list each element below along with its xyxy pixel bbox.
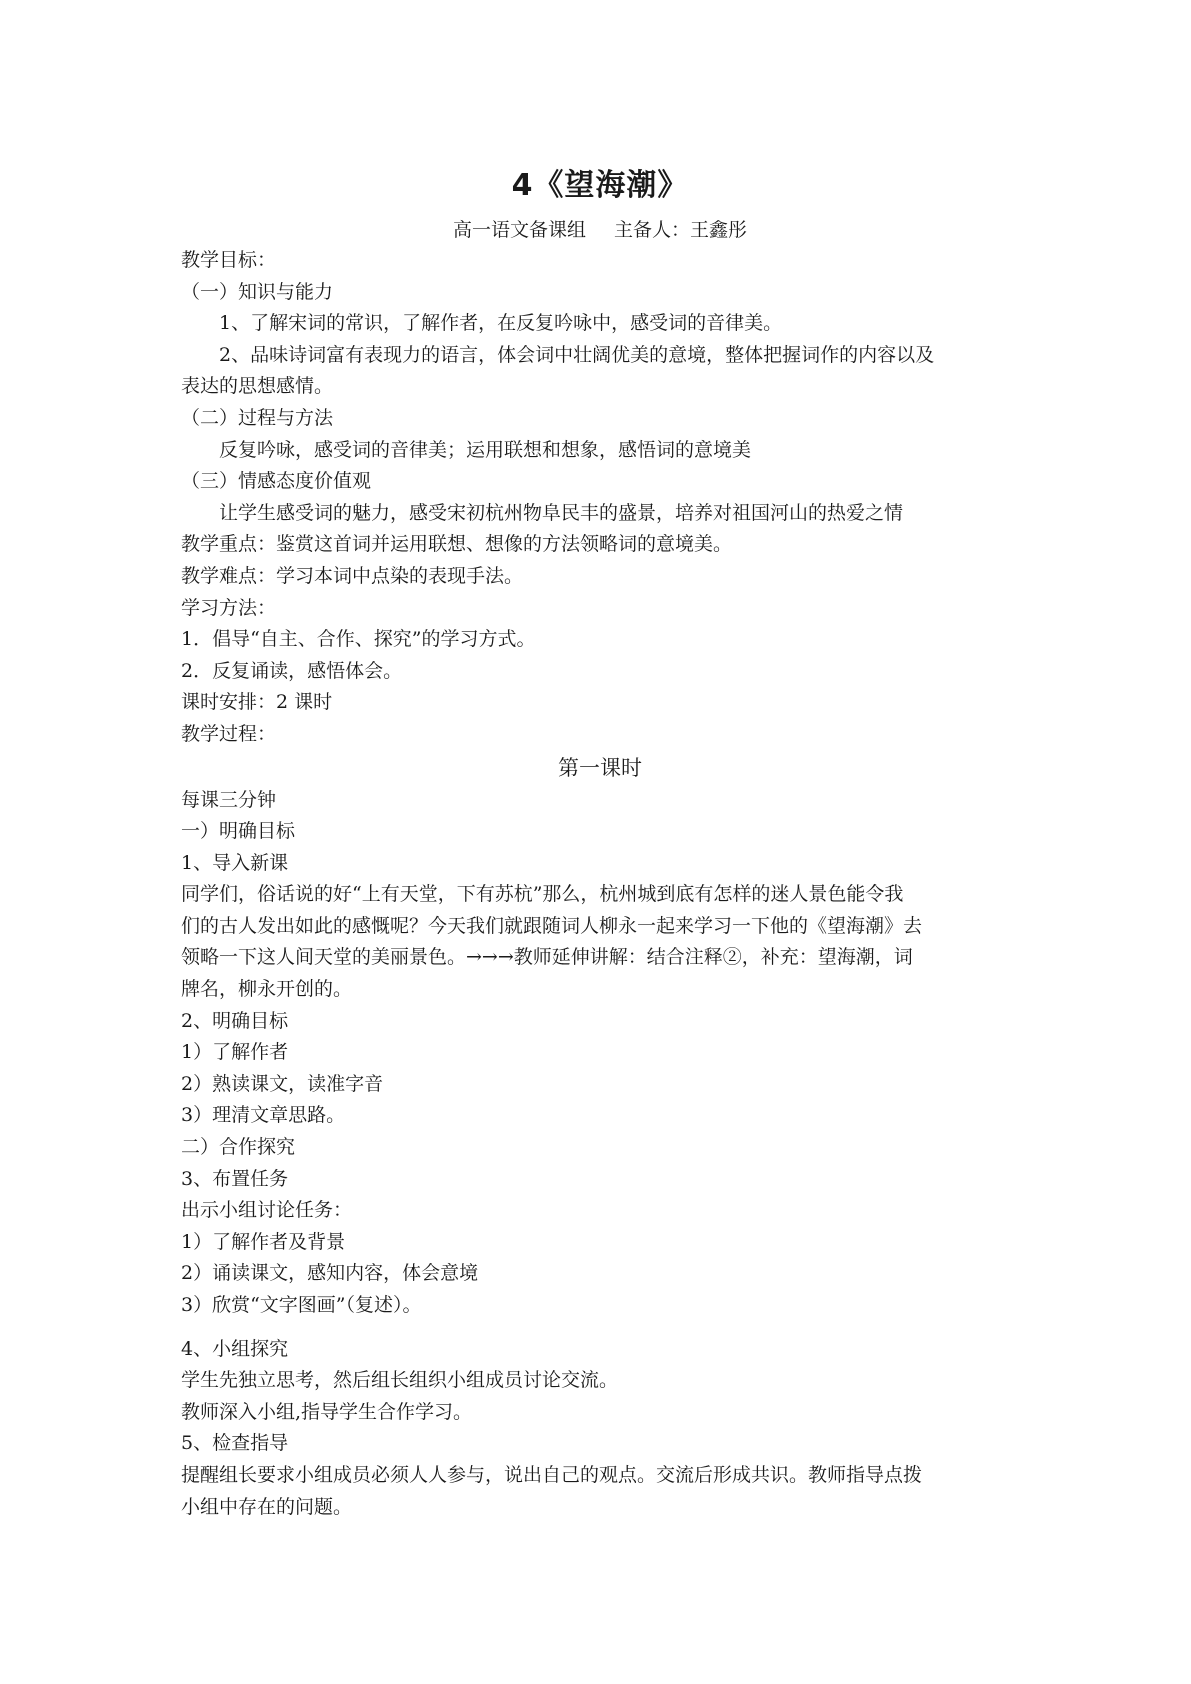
- step-2-heading: 2、明确目标: [181, 1009, 289, 1032]
- group-text-2: 教师深入小组,指导学生合作学习。: [181, 1400, 473, 1423]
- part-2-heading: 二）合作探究: [181, 1136, 296, 1159]
- objective-item-1: 1、了解宋词的常识，了解作者，在反复吟咏中，感受词的音律美。: [219, 312, 783, 335]
- section-title: 第一课时: [558, 755, 642, 780]
- intro-paragraph-line-1: 同学们，俗话说的好“上有天堂，下有苏杭”那么，杭州城到底有怎样的迷人景色能令我: [181, 883, 904, 906]
- objective-item-2: 2、品味诗词富有表现力的语言，体会词中壮阔优美的意境，整体把握词作的内容以及: [219, 343, 935, 366]
- knowledge-heading: （一）知识与能力: [181, 280, 334, 303]
- emotion-text: 让学生感受词的魅力，感受宋初杭州物阜民丰的盛景，培养对祖国河山的热爱之情: [219, 501, 904, 524]
- task-item-2: 2）诵读课文，感知内容，体会意境: [181, 1262, 479, 1285]
- intro-paragraph-line-2: 们的古人发出如此的感慨呢？今天我们就跟随词人柳永一起来学习一下他的《望海潮》去: [181, 914, 923, 937]
- emotion-heading: （三）情感态度价值观: [181, 470, 372, 493]
- difficult-points: 教学难点：学习本词中点染的表现手法。: [181, 564, 524, 587]
- step-5-heading: 5、检查指导: [181, 1432, 289, 1455]
- byline-preparer: 主备人：王鑫彤: [614, 219, 748, 241]
- task-item-3: 3）欣赏“文字图画”（复述）。: [181, 1294, 422, 1316]
- step-4-heading: 4、小组探究: [181, 1337, 289, 1360]
- step-3-heading: 3、布置任务: [181, 1167, 289, 1190]
- goal-item-1: 1）了解作者: [181, 1041, 289, 1064]
- warmup: 每课三分钟: [181, 788, 277, 811]
- check-text-line-2: 小组中存在的问题。: [181, 1495, 353, 1518]
- objectives-heading: 教学目标：: [181, 249, 277, 271]
- process-heading: （二）过程与方法: [181, 406, 334, 429]
- objective-item-2-cont: 表达的思想感情。: [181, 375, 334, 398]
- part-1-heading: 一）明确目标: [181, 820, 296, 843]
- document-title: 4《望海潮》: [511, 168, 689, 203]
- document-page: [181, 165, 1019, 1645]
- process-text: 反复吟咏，感受词的音律美；运用联想和想象，感悟词的意境美: [219, 438, 752, 461]
- intro-paragraph-line-3: 领略一下这人间天堂的美丽景色。→→→教师延伸讲解：结合注释②，补充：望海潮，词: [181, 946, 913, 969]
- methods-heading: 学习方法：: [181, 596, 277, 619]
- task-intro: 出示小组讨论任务：: [181, 1199, 353, 1222]
- key-points: 教学重点：鉴赏这首词并运用联想、想像的方法领略词的意境美。: [181, 533, 733, 556]
- spacer: [181, 1322, 1019, 1334]
- schedule: 课时安排：2 课时: [181, 691, 333, 714]
- group-text-1: 学生先独立思考，然后组长组织小组成员讨论交流。: [181, 1369, 619, 1392]
- method-item-1: 1．倡导“自主、合作、探究”的学习方式。: [181, 628, 536, 651]
- procedure-heading: 教学过程：: [181, 722, 277, 745]
- step-1-heading: 1、导入新课: [181, 851, 289, 874]
- byline-group: 高一语文备课组: [452, 219, 586, 241]
- goal-item-2: 2）熟读课文，读准字音: [181, 1072, 384, 1095]
- goal-item-3: 3）理清文章思路。: [181, 1104, 346, 1127]
- byline: [181, 215, 1019, 245]
- intro-paragraph-line-4: 牌名，柳永开创的。: [181, 978, 353, 1001]
- task-item-1: 1）了解作者及背景: [181, 1230, 346, 1253]
- check-text-line-1: 提醒组长要求小组成员必须人人参与，说出自己的观点。交流后形成共识。教师指导点拨: [181, 1463, 923, 1486]
- method-item-2: 2．反复诵读，感悟体会。: [181, 659, 403, 682]
